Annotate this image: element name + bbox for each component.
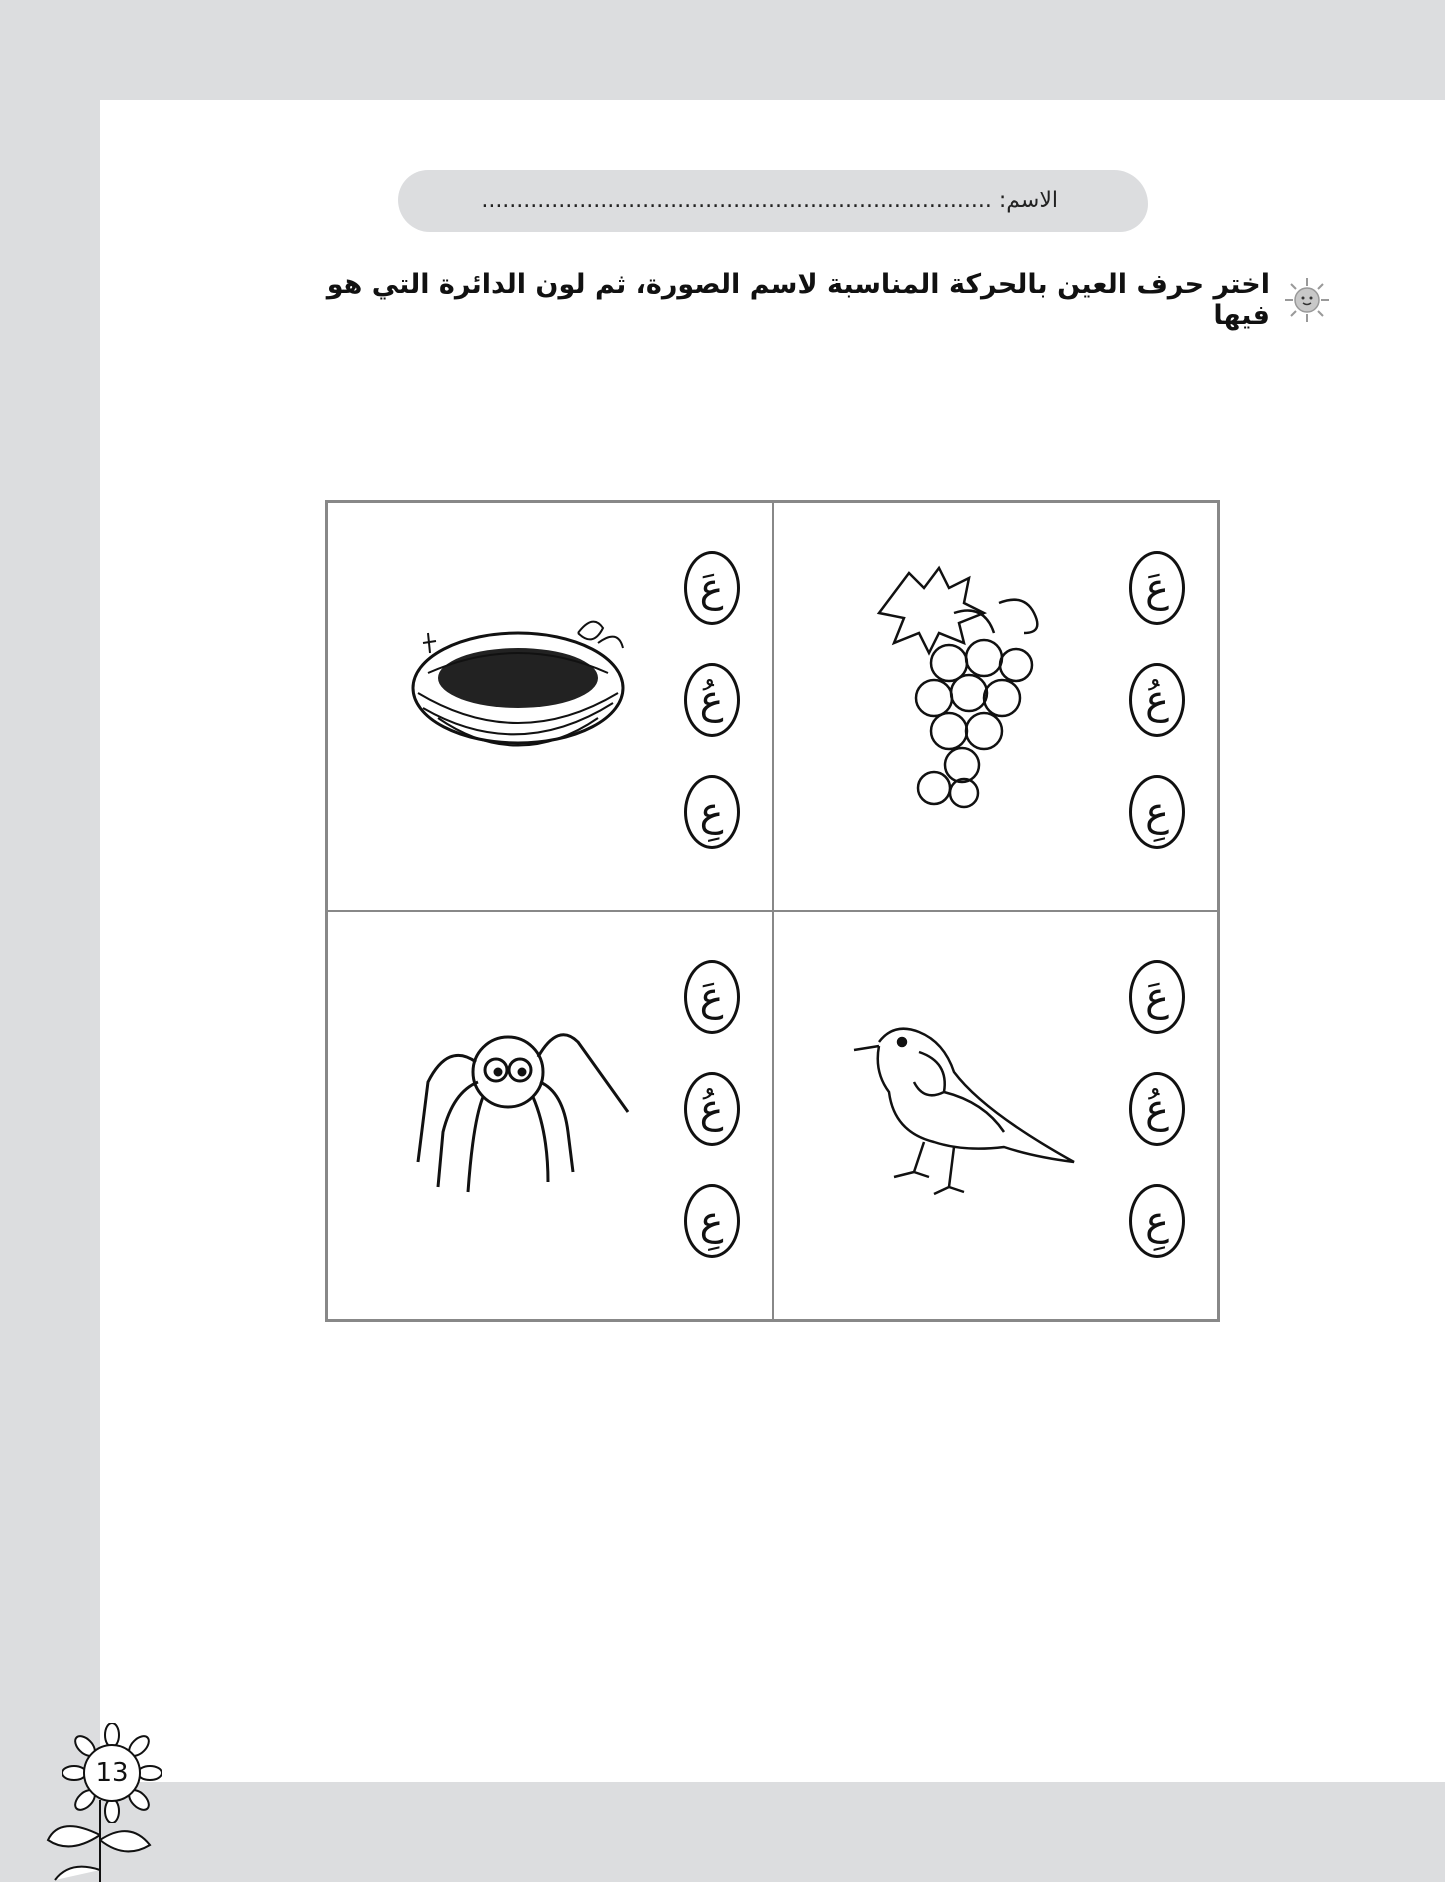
name-field[interactable] [398,170,1148,232]
option-kasra[interactable]: عِ [1129,775,1185,849]
option-fatha[interactable]: عَ [1129,960,1185,1034]
option-list [1129,551,1189,849]
name-dots: ......................................................................... [481,188,992,213]
sun-icon [1284,277,1330,323]
page-number-text: 13 [95,1758,129,1788]
exercise-cell-nest [327,502,773,911]
option-list [684,551,744,849]
bird-image [834,962,1094,1222]
worksheet-page [100,100,1445,1782]
option-damma[interactable]: عُ [1129,663,1185,737]
option-list [684,960,744,1258]
exercise-cell-grapes [773,502,1219,911]
exercise-grid [325,500,1220,1322]
exercise-cell-spider [327,911,773,1320]
grapes-image [834,553,1094,813]
option-kasra[interactable]: عِ [1129,1184,1185,1258]
instruction-text: اختر حرف العين بالحركة المناسبة لاسم الصورة، ثم لون الدائرة التي هو فيها [326,269,1270,331]
option-damma[interactable]: عُ [684,1072,740,1146]
name-label: الاسم: [998,188,1058,213]
flower-stem-icon [40,1800,160,1882]
option-list [1129,960,1189,1258]
option-kasra[interactable]: عِ [684,775,740,849]
instruction [310,270,1330,330]
nest-image [388,553,648,813]
option-fatha[interactable]: عَ [1129,551,1185,625]
option-fatha[interactable]: عَ [684,960,740,1034]
option-kasra[interactable]: عِ [684,1184,740,1258]
spider-image [388,962,648,1222]
option-damma[interactable]: عُ [1129,1072,1185,1146]
option-damma[interactable]: عُ [684,663,740,737]
exercise-cell-bird [773,911,1219,1320]
option-fatha[interactable]: عَ [684,551,740,625]
